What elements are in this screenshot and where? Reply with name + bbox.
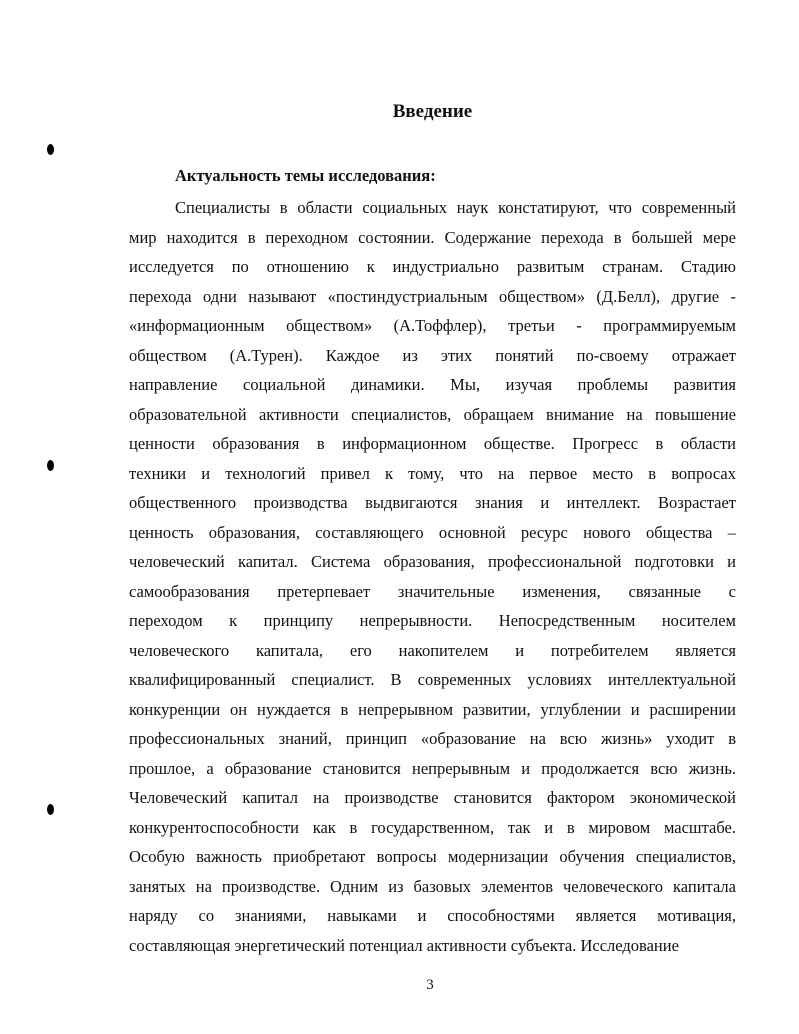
text-line: прошлое, а образование становится непрерывным и продолжается всю жизнь. xyxy=(129,758,736,778)
text-line: человеческого капитала, его накопителем и потребителем является xyxy=(129,640,736,660)
text-line: составляющая энергетический потенциал активности субъекта. Исследование xyxy=(129,935,679,955)
text-line: переходом к принципу непрерывности. Непосредственным носителем xyxy=(129,611,736,630)
text-line: самообразования претерпевает значительные изменения, связанные с xyxy=(129,581,736,601)
text-line: Особую важность приобретают вопросы модернизации обучения специалистов, xyxy=(129,847,736,866)
binding-hole-mark xyxy=(47,144,54,155)
text-line: человеческий капитал. Система образования, профессиональной подготовки и xyxy=(129,552,736,571)
text-line: образовательной активности специалистов, обращаем внимание на повышение xyxy=(129,404,736,424)
text-line: Специалисты в области социальных наук констатируют, что современный xyxy=(175,198,736,217)
text-line: конкурентоспособности как в государственном, так и в мировом масштабе. xyxy=(129,817,736,837)
binding-hole-mark xyxy=(47,804,54,815)
text-line: перехода одни называют «постиндустриальным обществом» (Д.Белл), другие - xyxy=(129,286,736,306)
text-line: занятых на производстве. Одним из базовых элементов человеческого капитала xyxy=(129,876,736,896)
binding-hole-mark xyxy=(47,460,54,471)
text-line: мир находится в переходном состоянии. Содержание перехода в большей мере xyxy=(129,227,736,247)
document-title: Введение xyxy=(392,101,473,122)
text-line: направление социальной динамики. Мы, изучая проблемы развития xyxy=(129,375,736,394)
text-line: ценность образования, составляющего основной ресурс нового общества – xyxy=(129,522,736,542)
page-number: 3 xyxy=(426,977,434,993)
body-text xyxy=(129,193,736,960)
text-line: техники и технологий привел к тому, что на первое место в вопросах xyxy=(129,463,736,483)
text-line: исследуется по отношению к индустриально развитым странам. Стадию xyxy=(129,257,736,276)
text-line: профессиональных знаний, принцип «образование на всю жизнь» уходит в xyxy=(129,729,736,748)
section-subheading: Актуальность темы исследования: xyxy=(175,166,436,185)
text-line: наряду со знаниями, навыками и способностями является мотивация, xyxy=(129,906,736,925)
text-line: общественного производства выдвигаются знания и интеллект. Возрастает xyxy=(129,493,736,512)
text-line: квалифицированный специалист. В современных условиях интеллектуальной xyxy=(129,670,736,689)
text-line: ценности образования в информационном обществе. Прогресс в области xyxy=(129,434,736,453)
text-line: обществом (А.Турен). Каждое из этих понятий по-своему отражает xyxy=(129,345,736,365)
text-line: Человеческий капитал на производстве становится фактором экономической xyxy=(129,788,736,807)
text-line: конкуренции он нуждается в непрерывном развитии, углублении и расширении xyxy=(129,699,736,719)
text-line: «информационным обществом» (А.Тоффлер), третьи - программируемым xyxy=(129,316,736,335)
